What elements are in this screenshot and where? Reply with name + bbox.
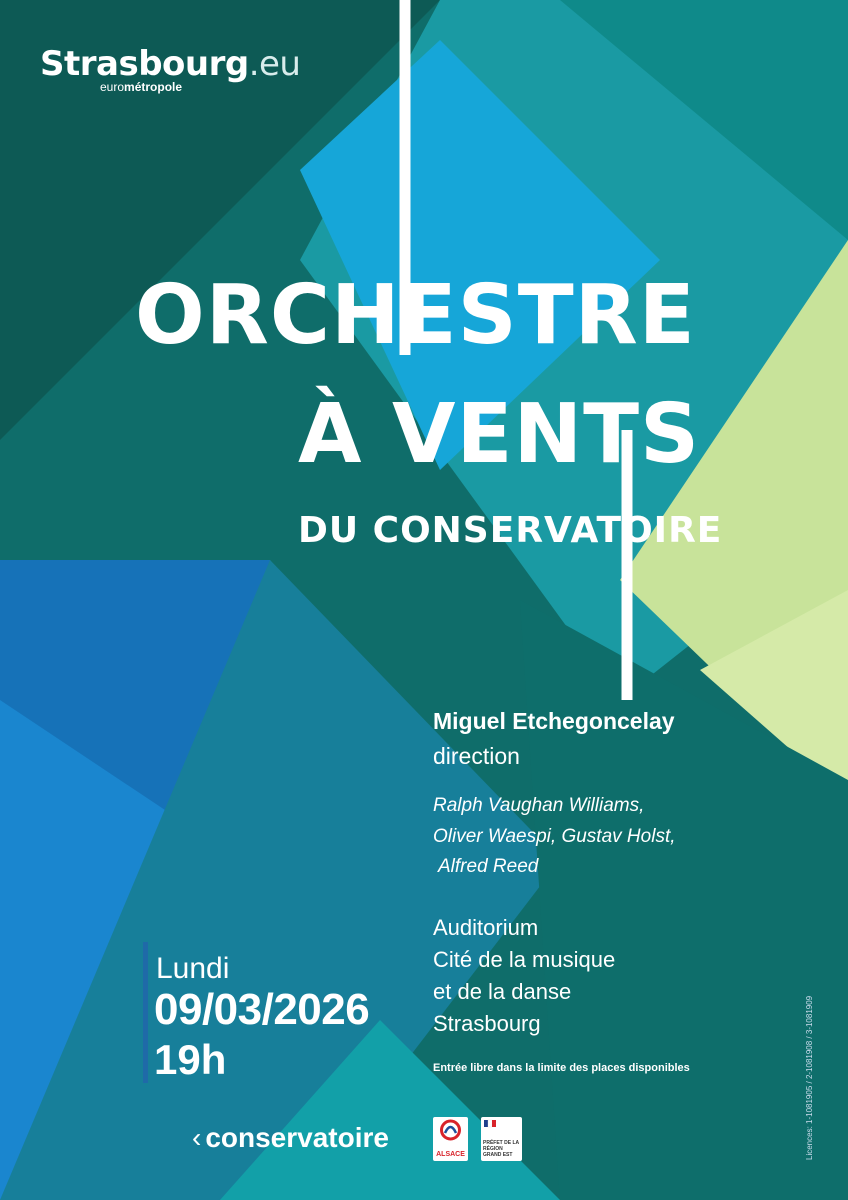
logo-subtitle — [100, 80, 182, 94]
title-line-3: DU CONSERVATOIRE — [298, 510, 723, 551]
event-day: Lundi — [156, 952, 230, 985]
chevron-left-icon: ‹ — [192, 1122, 202, 1153]
venue-line-1: Auditorium — [433, 915, 539, 940]
composers-line-2: Oliver Waespi, Gustav Holst, — [433, 826, 676, 847]
alsace-label: ALSACE — [436, 1151, 465, 1158]
logo-sub-bold: métropole — [124, 80, 183, 94]
alsace-emblem-icon — [433, 1117, 468, 1143]
venue-line-3: et de la danse — [433, 979, 572, 1004]
venue-line-4: Strasbourg — [433, 1011, 541, 1036]
composers-line-1: Ralph Vaughan Williams, — [433, 795, 645, 816]
licence-numbers: Licences: 1-1081905 / 2-1081908 / 3-1081909 — [805, 995, 814, 1160]
date-accent-bar — [143, 942, 148, 1083]
conservatoire-label: conservatoire — [205, 1122, 389, 1153]
prefet-logo — [481, 1117, 522, 1161]
director-role: direction — [433, 743, 520, 769]
logo-suffix: .eu — [248, 44, 301, 84]
strasbourg-logo — [40, 44, 300, 84]
logo-main-text: Strasbourg — [40, 44, 249, 84]
title-line-2: À VENTS — [298, 387, 701, 482]
alsace-logo — [433, 1117, 468, 1161]
logo-sub-prefix: euro — [100, 80, 125, 94]
event-time: 19h — [154, 1036, 227, 1083]
composers-line-3: Alfred Reed — [438, 856, 539, 877]
prefet-label: PRÉFET DE LA RÉGION GRAND EST — [483, 1140, 519, 1158]
title-line-1: ORCHESTRE — [135, 268, 696, 363]
french-flag-icon — [481, 1117, 522, 1131]
entry-note: Entrée libre dans la limite des places disponibles — [433, 1062, 690, 1074]
event-date: 09/03/2026 — [154, 985, 370, 1034]
conservatoire-logo — [192, 1122, 389, 1154]
director-name: Miguel Etchegoncelay — [433, 708, 675, 734]
venue-line-2: Cité de la musique — [433, 947, 616, 972]
